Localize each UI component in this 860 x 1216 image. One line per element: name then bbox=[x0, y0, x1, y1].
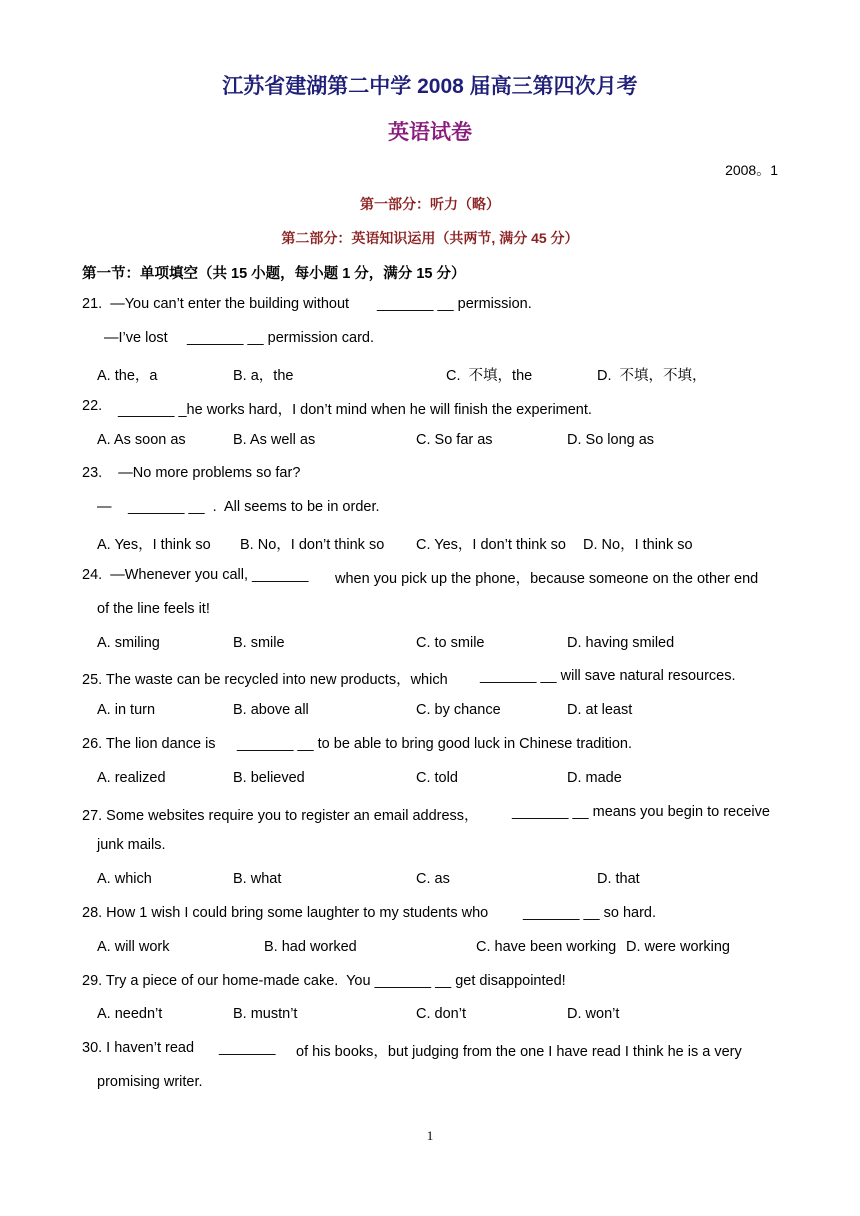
question-line: — bbox=[97, 499, 112, 515]
option-a: A. which bbox=[97, 871, 152, 887]
option-d: D. 不填，不填， bbox=[597, 368, 707, 384]
question-stem: 28. How 1 wish I could bring some laughter to my students who bbox=[82, 905, 489, 921]
answer-blank: _______ __ so hard. bbox=[523, 905, 657, 921]
option-a: A. realized bbox=[97, 770, 166, 786]
question-line: when you pick up the phone，because someone on the other end bbox=[335, 571, 759, 587]
option-b: B. As well as bbox=[233, 432, 316, 448]
option-a: A. Yes，I think so bbox=[97, 537, 211, 553]
option-c: C. to smile bbox=[416, 635, 485, 651]
question-line: promising writer. bbox=[97, 1074, 203, 1090]
option-b: B. above all bbox=[233, 702, 309, 718]
option-d: D. were working bbox=[626, 939, 730, 955]
option-b: B. a，the bbox=[233, 368, 294, 384]
question-stem: 23. —No more problems so far? bbox=[82, 465, 301, 481]
question-stem: 21. —You can’t enter the building without bbox=[82, 296, 350, 312]
answer-blank: _______ __ to be able to bring good luck in Chinese tradition. bbox=[237, 736, 633, 752]
option-a: A. As soon as bbox=[97, 432, 186, 448]
question-line: of the line feels it! bbox=[97, 601, 210, 617]
answer-blank: _______ _he works hard，I don’t mind when he will finish the experiment. bbox=[118, 402, 592, 418]
question-stem: 29. Try a piece of our home-made cake. You _______ __ get disappointed! bbox=[82, 973, 566, 989]
option-d: D. having smiled bbox=[567, 635, 675, 651]
question-stem: 26. The lion dance is bbox=[82, 736, 216, 752]
option-b: B. smile bbox=[233, 635, 285, 651]
option-c: C. by chance bbox=[416, 702, 501, 718]
question-line: of his books，but judging from the one I have read I think he is a very bbox=[296, 1044, 742, 1060]
question-stem: 25. The waste can be recycled into new products，which bbox=[82, 672, 448, 688]
option-a: A. in turn bbox=[97, 702, 156, 718]
option-c: C. Yes，I don’t think so bbox=[416, 537, 566, 553]
page-subtitle: 英语试卷 bbox=[388, 121, 472, 144]
answer-blank: _______ __ will save natural resources. bbox=[480, 668, 736, 684]
section1-heading: 第一节：单项填空（共 15 小题，每小题 1 分，满分 15 分） bbox=[82, 266, 466, 282]
section-part1: 第一部分：听力（略） bbox=[360, 196, 500, 212]
option-c: C. So far as bbox=[416, 432, 493, 448]
answer-blank: _______ __ permission card. bbox=[187, 330, 375, 346]
option-d: D. that bbox=[597, 871, 640, 887]
question-stem: 24. —Whenever you call, _______ bbox=[82, 567, 309, 583]
option-c: C. told bbox=[416, 770, 458, 786]
option-d: D. made bbox=[567, 770, 622, 786]
answer-blank: _______ bbox=[219, 1040, 276, 1056]
option-a: A. will work bbox=[97, 939, 170, 955]
option-b: B. had worked bbox=[264, 939, 357, 955]
option-b: B. believed bbox=[233, 770, 305, 786]
section-part2: 第二部分：英语知识运用（共两节, 满分 45 分） bbox=[281, 230, 579, 246]
option-d: D. won’t bbox=[567, 1006, 620, 1022]
option-c: C. don’t bbox=[416, 1006, 466, 1022]
option-a: A. the，a bbox=[97, 368, 158, 384]
option-d: D. at least bbox=[567, 702, 633, 718]
answer-blank: _______ __ permission. bbox=[377, 296, 532, 312]
question-stem: 22. bbox=[82, 398, 103, 414]
option-c: C. have been working bbox=[476, 939, 617, 955]
option-d: D. No，I think so bbox=[583, 537, 693, 553]
option-b: B. what bbox=[233, 871, 282, 887]
question-stem: 30. I haven’t read bbox=[82, 1040, 195, 1056]
option-b: B. No，I don’t think so bbox=[240, 537, 385, 553]
exam-date: 2008。1 bbox=[725, 162, 778, 178]
option-c: C. 不填，the bbox=[446, 368, 533, 384]
answer-blank: _______ __ means you begin to receive bbox=[512, 804, 770, 820]
page-number: 1 bbox=[426, 1128, 434, 1143]
option-c: C. as bbox=[416, 871, 450, 887]
option-a: A. needn’t bbox=[97, 1006, 163, 1022]
option-b: B. mustn’t bbox=[233, 1006, 298, 1022]
page-title: 江苏省建湖第二中学 2008 届高三第四次月考 bbox=[222, 75, 638, 98]
question-line: —I’ve lost bbox=[104, 330, 168, 346]
option-a: A. smiling bbox=[97, 635, 160, 651]
answer-blank: _______ __ . All seems to be in order. bbox=[128, 499, 380, 515]
question-line: junk mails. bbox=[97, 837, 166, 853]
option-d: D. So long as bbox=[567, 432, 655, 448]
question-stem: 27. Some websites require you to register an email address， bbox=[82, 808, 479, 824]
